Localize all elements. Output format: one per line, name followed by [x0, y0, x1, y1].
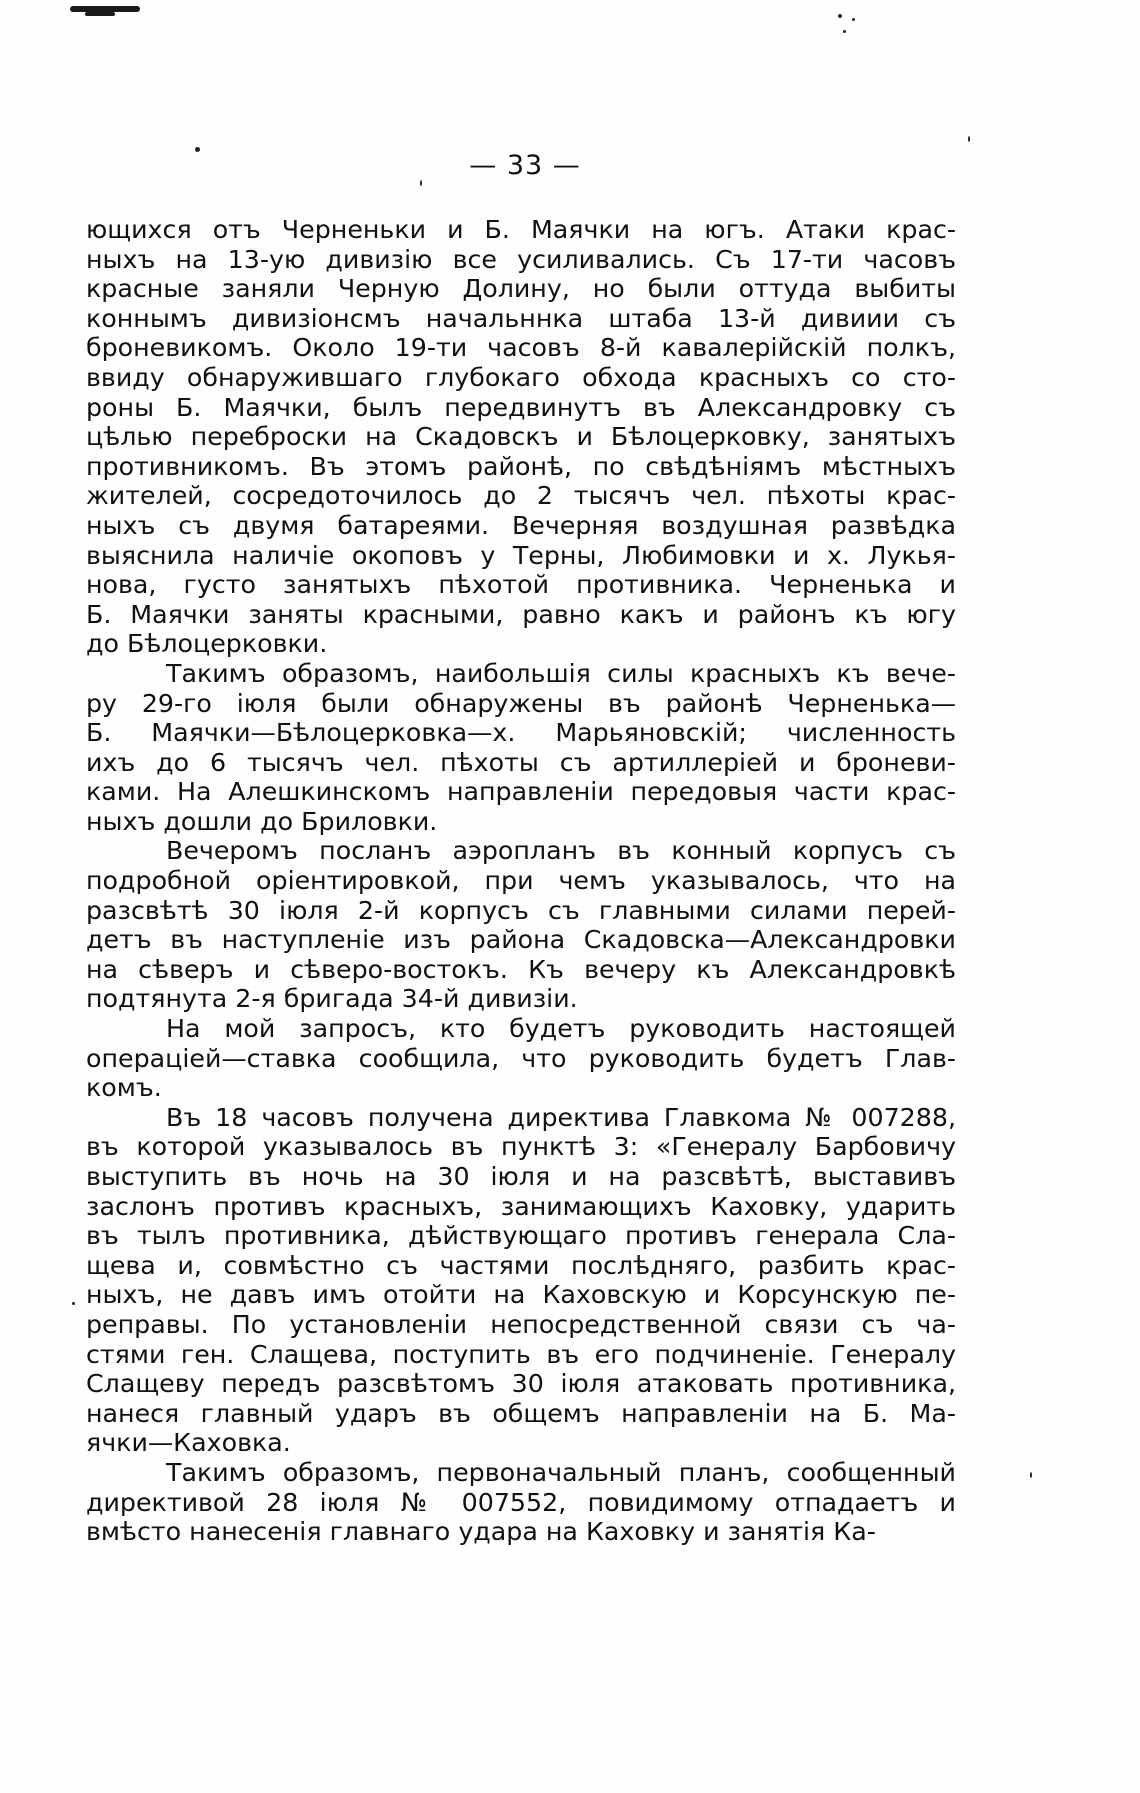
scan-speck [838, 14, 842, 18]
text-line: заслонъ противъ красныхъ, занимающихъ Каховку, ударить [86, 1191, 956, 1221]
text-line: ныхъ дошли до Бриловки. [86, 806, 438, 836]
text-line: операціей—ставка сообщила, что руководить будетъ Глав- [86, 1043, 956, 1073]
text-line: нанеся главный ударъ въ общемъ направленіи на Б. Ма- [86, 1398, 956, 1428]
text-line: красные заняли Черную Долину, но были оттуда выбиты [86, 274, 956, 304]
text-line: Б. Маячки—Бѣлоцерковка—х. Марьяновскій; численность [86, 718, 956, 748]
scan-speck [843, 30, 846, 33]
paragraph [86, 1103, 956, 1458]
page-number: — 33 — [469, 150, 581, 181]
text-line: роны Б. Маячки, былъ передвинутъ въ Александровку съ [86, 392, 956, 422]
text-line: Слащеву передъ разсвѣтомъ 30 іюля атаковать противника, [86, 1369, 956, 1399]
text-line: подробной оріентировкой, при чемъ указывалось, что на [86, 866, 956, 896]
text-line: На мой запросъ, кто будетъ руководить настоящей [166, 1014, 956, 1044]
text-line: въ которой указывалось въ пунктѣ 3: «Генералу Барбовичу [86, 1132, 956, 1162]
text-line: ру 29-го іюля были обнаружены въ районѣ Черненька— [86, 688, 956, 718]
text-line: вмѣсто нанесенія главнаго удара на Каховку и занятія Ка- [86, 1517, 876, 1547]
text-line: детъ въ наступленіе изъ района Скадовска—Александровки [86, 925, 956, 955]
text-line: противникомъ. Въ этомъ районѣ, по свѣдѣніямъ мѣстныхъ [86, 451, 956, 481]
text-line: комъ. [86, 1073, 162, 1103]
text-line: Въ 18 часовъ получена директива Главкома № 007288, [166, 1102, 956, 1132]
scan-speck [1030, 1472, 1032, 1478]
text-line: ячки—Каховка. [86, 1428, 291, 1458]
text-line: на сѣверъ и сѣверо-востокъ. Къ вечеру къ Александровкѣ [86, 954, 956, 984]
text-line: Б. Маячки заняты красными, равно какъ и районъ къ югу [86, 599, 956, 629]
text-line: ихъ до 6 тысячъ чел. пѣхоты съ артиллеріей и броневи- [86, 747, 956, 777]
text-line: щева и, совмѣстно съ частями послѣдняго, разбить крас- [86, 1250, 956, 1280]
paragraph [86, 1014, 956, 1103]
text-line: броневикомъ. Около 19-ти часовъ 8-й кавалерійскій полкъ, [86, 333, 956, 363]
text-line: ныхъ, не давъ имъ отойти на Каховскую и Корсунскую пе- [86, 1280, 956, 1310]
text-line: цѣлью переброски на Скадовскъ и Бѣлоцерковку, занятыхъ [86, 422, 956, 452]
scan-speck [72, 1302, 75, 1305]
text-line: ками. На Алешкинскомъ направленіи передовыя части крас- [86, 777, 956, 807]
scan-speck [968, 136, 970, 142]
text-line: ющихся отъ Черненьки и Б. Маячки на югъ. Атаки крас- [86, 215, 956, 244]
text-line: Вечеромъ посланъ аэропланъ въ конный корпусъ съ [166, 836, 956, 866]
text-line: разсвѣтѣ 30 іюля 2-й корпусъ съ главными силами перей- [86, 895, 956, 925]
body-text [86, 215, 956, 1547]
text-line: нова, густо занятыхъ пѣхотой противника. Черненька и [86, 570, 956, 600]
paragraph [86, 659, 956, 837]
text-line: стями ген. Слащева, поступить въ его подчиненіе. Генералу [86, 1339, 956, 1369]
text-line: жителей, сосредоточилось до 2 тысячъ чел. пѣхоты крас- [86, 481, 956, 511]
text-line: директивой 28 іюля № 007552, повидимому отпадаетъ и [86, 1487, 956, 1517]
scan-smudge-top-left-2 [85, 12, 115, 16]
text-line: ввиду обнаружившаго глубокаго обхода красныхъ со сто- [86, 362, 956, 392]
text-line: реправы. По установленіи непосредственной связи съ ча- [86, 1309, 956, 1339]
paragraph [86, 215, 956, 659]
paragraph [86, 836, 956, 1014]
text-line: ныхъ на 13-ую дивизію все усиливались. Съ 17-ти часовъ [86, 244, 956, 274]
text-line: до Бѣлоцерковки. [86, 629, 328, 659]
text-line: ныхъ съ двумя батареями. Вечерняя воздушная развѣдка [86, 510, 956, 540]
text-line: выступить въ ночь на 30 іюля и на разсвѣтѣ, выставивъ [86, 1162, 956, 1191]
text-line: Такимъ образомъ, первоначальный планъ, сообщенный [166, 1457, 956, 1487]
text-line: въ тылъ противника, дѣйствующаго противъ генерала Сла- [86, 1221, 956, 1251]
scan-speck [852, 18, 855, 21]
text-line: Такимъ образомъ, наибольшія силы красныхъ къ вече- [166, 658, 956, 688]
text-line: подтянута 2-я бригада 34-й дивизіи. [86, 984, 578, 1014]
paragraph [86, 1458, 956, 1547]
text-line: выяснила наличіе окоповъ у Терны, Любимовки и х. Лукья- [86, 540, 956, 570]
text-line: коннымъ дивизіонсмъ начальннка штаба 13-й дивиии съ [86, 303, 956, 333]
